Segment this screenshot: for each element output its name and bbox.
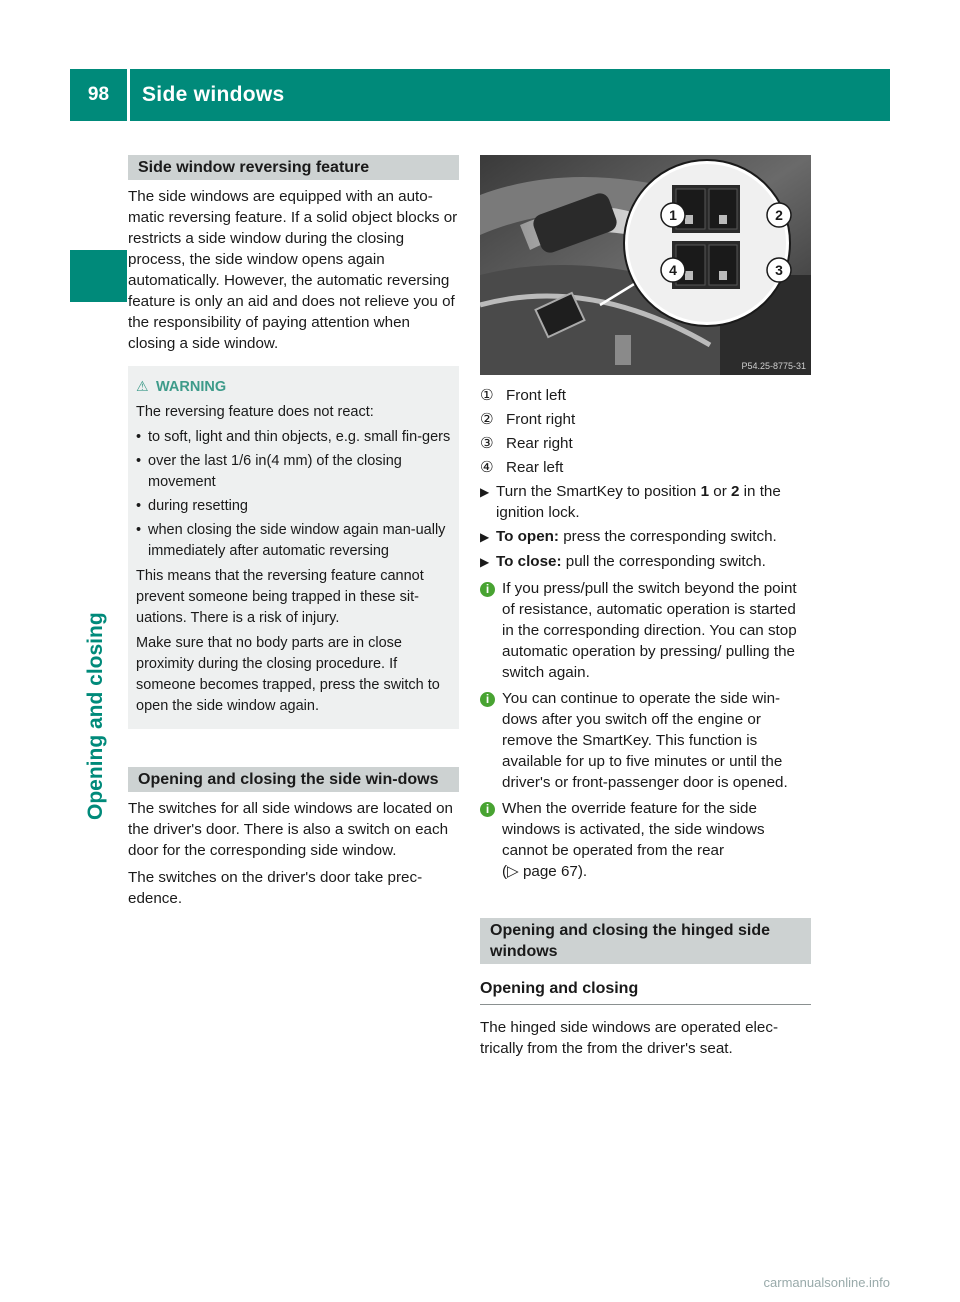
callout-1 — [661, 203, 685, 227]
section-heading-opening: Opening and closing the side win-dows — [128, 767, 459, 792]
warning-header — [136, 376, 451, 398]
callout-3-label: 3 — [775, 262, 783, 278]
info-text: You can continue to operate the side win-dows after you switch off the engine or remove the SmartKey. This function is available for up to five minutes or until the driver's or front-passenger door is opened. — [502, 690, 788, 791]
list-item: • to soft, light and thin objects, e.g. small fin-gers — [136, 427, 451, 448]
legend-number: ② — [480, 411, 494, 428]
reversing-paragraph: The side windows are equipped with an auto-matic reversing feature. If a solid object blocks or restricts a side window during the closing process, the side window opens again automatically. However, the automatic reversing feature is only an aid and does not relieve you of the responsibility of paying attention when closing a side window. — [128, 188, 458, 352]
list-item: • over the last 1/6 in(4 mm) of the closing movement — [136, 451, 451, 493]
page-title: Side windows — [142, 83, 285, 106]
callout-2-label: 2 — [775, 207, 783, 223]
warning-intro: The reversing feature does not react: — [136, 404, 374, 420]
legend-number: ④ — [480, 459, 494, 476]
info-note — [480, 688, 811, 793]
photo-code: P54.25-8775-31 — [741, 361, 806, 371]
list-item: • during resetting — [136, 496, 451, 517]
step-turn-key: ▶ Turn the SmartKey to position 1 or 2 in the ignition lock. — [480, 483, 781, 521]
callout-3 — [767, 258, 791, 282]
callout-2 — [767, 203, 791, 227]
legend — [480, 385, 811, 478]
info-icon: i — [480, 688, 502, 793]
legend-text: Rear left — [506, 459, 564, 476]
section-heading-hinged: Opening and closing the hinged side windows — [480, 918, 811, 964]
info-text: If you press/pull the switch beyond the point of resistance, automatic operation is started in the corresponding direction. You can stop automatic operation by pressing/ pulling the switch again. — [502, 580, 797, 681]
list-item: • when closing the side window again man-ually immediately after automatic reversing — [136, 520, 451, 562]
info-note — [480, 578, 811, 683]
section-heading-reversing: Side window reversing feature — [128, 155, 459, 180]
opening-paragraph: The switches for all side windows are located on the driver's door. There is also a switch on each door for the corresponding side window. — [128, 800, 454, 859]
side-tab-label: Opening and closing — [84, 612, 107, 820]
footer-watermark: carmanualsonline.info — [763, 1275, 890, 1290]
warning-paragraph: This means that the reversing feature cannot prevent someone being trapped in these sit-uations. There is a risk of injury. — [136, 568, 424, 626]
page-number: 98 — [87, 84, 110, 105]
step-arrow-icon: ▶ — [480, 485, 490, 499]
info-icon: i — [480, 798, 502, 882]
header-divider — [127, 69, 130, 121]
legend-item — [480, 385, 811, 406]
left-column — [128, 155, 459, 909]
warning-label: WARNING — [156, 379, 227, 395]
step-arrow-icon: ▶ — [480, 530, 490, 544]
side-tab-marker — [70, 250, 127, 302]
warning-box — [128, 366, 459, 729]
step-arrow-icon: ▶ — [480, 555, 490, 569]
info-text: When the override feature for the side windows is activated, the side windows cannot be operated from the rear — [502, 800, 765, 859]
page-reference: (▷ page 67). — [502, 863, 588, 880]
hinged-paragraph: The hinged side windows are operated elec-trically from the from the driver's seat. — [480, 1019, 779, 1057]
subheading-opening-closing: Opening and closing — [480, 978, 811, 1005]
legend-text: Front left — [506, 387, 566, 404]
legend-text: Rear right — [506, 435, 573, 452]
info-note — [480, 798, 811, 882]
page-header — [70, 69, 890, 121]
opening-paragraph: The switches on the driver's door take prec-edence. — [128, 869, 423, 907]
warning-icon: ⚠ — [136, 378, 149, 394]
side-tab — [84, 560, 114, 820]
info-icon: i — [480, 578, 502, 683]
callout-4-label: 4 — [669, 262, 677, 278]
legend-item — [480, 433, 811, 454]
warning-list — [136, 427, 451, 562]
door-switch-photo — [480, 155, 811, 375]
step-close: ▶ To close: pull the corresponding switch. — [480, 551, 811, 573]
warning-paragraph: Make sure that no body parts are in close proximity during the closing procedure. If someone becomes trapped, press the switch to open the side window again. — [136, 635, 440, 714]
step-open: ▶ To open: press the corresponding switch. — [480, 526, 811, 548]
right-column — [480, 155, 811, 1059]
legend-number: ① — [480, 387, 494, 404]
callout-1-label: 1 — [669, 207, 677, 223]
callout-4 — [661, 258, 685, 282]
door-panel-illustration — [480, 155, 811, 375]
legend-text: Front right — [506, 411, 576, 428]
legend-item — [480, 457, 811, 478]
legend-item — [480, 409, 811, 430]
legend-number: ③ — [480, 435, 494, 452]
